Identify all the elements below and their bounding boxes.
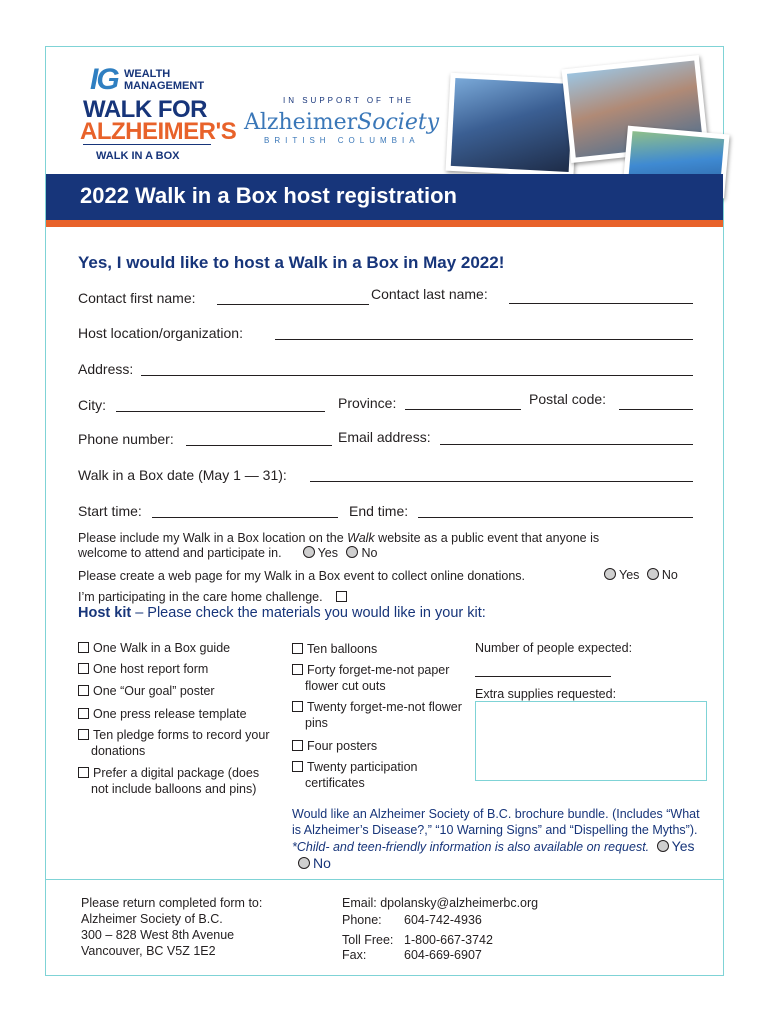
walk-date-field[interactable]	[310, 481, 693, 482]
walk-date-label: Walk in a Box date (May 1 — 31):	[78, 467, 287, 483]
start-time-label: Start time:	[78, 503, 142, 519]
web-page-yes-radio[interactable]	[604, 568, 616, 580]
web-page-no-radio[interactable]	[647, 568, 659, 580]
kit-item-flower-pins	[292, 699, 465, 731]
web-page-options	[604, 568, 678, 582]
kit-item-press-release-label: One press release template	[93, 707, 247, 721]
public-event-text-line2	[78, 546, 377, 560]
ig-logo-mark: IG	[90, 63, 118, 96]
end-time-label: End time:	[349, 503, 409, 519]
host-kit-heading	[78, 605, 486, 621]
kit-item-press-release-checkbox[interactable]	[78, 708, 89, 719]
extra-supplies-label: Extra supplies requested:	[475, 687, 617, 701]
kit-item-posters	[292, 738, 462, 754]
return-org: Alzheimer Society of B.C.	[81, 912, 223, 926]
city-field[interactable]	[116, 411, 325, 412]
in-support-text: IN SUPPORT OF THE	[283, 96, 415, 105]
kit-item-goal-poster	[78, 683, 278, 699]
web-page-no-label: No	[661, 568, 678, 582]
ig-logo	[90, 63, 118, 97]
alzheimer-society-logo	[244, 110, 439, 135]
public-event-text-pre: Please include my Walk in a Box location on the	[78, 531, 348, 545]
walkers-photo-1	[446, 73, 579, 178]
form-title: 2022 Walk in a Box host registration	[80, 183, 457, 208]
public-event-text-post: website as a public event that anyone is	[374, 531, 600, 545]
contact-phone-label: Phone:	[342, 913, 382, 927]
phone-label: Phone number:	[78, 431, 174, 447]
contact-tollfree-number: 1-800-667-3742	[404, 933, 493, 947]
kit-item-guide-checkbox[interactable]	[78, 642, 89, 653]
kit-item-paper-flowers-checkbox[interactable]	[292, 664, 303, 675]
kit-item-flower-pins-label: Twenty forget-me-not flower pins	[305, 700, 462, 730]
kit-item-goal-poster-label: One “Our goal” poster	[93, 684, 215, 698]
return-street: 300 – 828 West 8th Avenue	[81, 928, 235, 942]
british-columbia-text: BRITISH COLUMBIA	[264, 136, 420, 145]
postal-code-label: Postal code:	[529, 391, 607, 407]
host-location-field[interactable]	[275, 339, 693, 340]
walk-in-a-box-text: WALK IN A BOX	[96, 150, 180, 162]
footer-divider	[46, 879, 723, 880]
email-label: Email address:	[338, 429, 431, 445]
kit-item-certificates-checkbox[interactable]	[292, 761, 303, 772]
web-page-yes-label: Yes	[619, 568, 640, 582]
public-event-walk-italic: Walk	[347, 531, 375, 545]
contact-fax-number: 604-669-6907	[404, 948, 482, 962]
kit-item-guide-label: One Walk in a Box guide	[93, 641, 231, 655]
people-expected-field[interactable]	[475, 676, 611, 677]
walk-for-text: WALK FOR	[83, 96, 207, 123]
public-event-yes-radio[interactable]	[303, 546, 315, 558]
kit-item-guide	[78, 640, 278, 656]
host-kit-subtitle: – Please check the materials you would like in your kit:	[131, 605, 486, 621]
end-time-field[interactable]	[418, 517, 693, 518]
brochure-request	[292, 806, 712, 872]
last-name-field[interactable]	[509, 303, 693, 304]
contact-phone	[342, 912, 482, 928]
kit-item-pledge-forms-checkbox[interactable]	[78, 729, 89, 740]
kit-item-balloons	[292, 641, 462, 657]
contact-tollfree-label: Toll Free:	[342, 933, 394, 947]
kit-item-flower-pins-checkbox[interactable]	[292, 701, 303, 712]
last-name-label: Contact last name:	[371, 286, 488, 302]
address-field[interactable]	[141, 375, 693, 376]
contact-tollfree	[342, 932, 493, 948]
kit-item-pledge-forms-label: Ten pledge forms to record your donations	[91, 728, 270, 758]
care-home-text	[78, 590, 351, 604]
kit-item-report-form-label: One host report form	[93, 662, 209, 676]
kit-item-report-form	[78, 661, 278, 677]
host-location-label: Host location/organization:	[78, 325, 243, 341]
public-event-line2-text: welcome to attend and participate in.	[78, 546, 282, 560]
kit-item-paper-flowers	[292, 662, 471, 694]
society-name-part2: Society	[357, 110, 440, 135]
start-time-field[interactable]	[152, 517, 338, 518]
postal-code-field[interactable]	[619, 409, 693, 410]
kit-item-posters-label: Four posters	[307, 739, 378, 753]
public-event-yes-label: Yes	[317, 546, 338, 560]
kit-item-paper-flowers-label: Forty forget-me-not paper flower cut outs	[305, 663, 450, 693]
contact-email: Email: dpolansky@alzheimerbc.org	[342, 896, 539, 910]
brochure-no-radio[interactable]	[298, 857, 310, 869]
kit-item-certificates-label: Twenty participation certificates	[305, 760, 418, 790]
wealth-management-text	[124, 68, 204, 92]
kit-item-balloons-checkbox[interactable]	[292, 643, 303, 654]
brochure-text: Would like an Alzheimer Society of B.C. brochure bundle. (Includes “What is Alzheimer’s Disease?,” “10 Warning Signs” and “Dispelling the Myths”).	[292, 807, 700, 837]
contact-fax-label: Fax:	[342, 948, 367, 962]
province-field[interactable]	[405, 409, 521, 410]
public-event-text	[78, 531, 599, 545]
return-city: Vancouver, BC V5Z 1E2	[81, 944, 216, 958]
people-expected-label: Number of people expected:	[475, 641, 633, 655]
email-field[interactable]	[440, 444, 693, 445]
brochure-yes-radio[interactable]	[657, 840, 669, 852]
kit-item-balloons-label: Ten balloons	[307, 642, 378, 656]
brochure-yes-label: Yes	[671, 838, 695, 854]
society-name-part1: Alzheimer	[244, 110, 358, 135]
kit-item-goal-poster-checkbox[interactable]	[78, 685, 89, 696]
kit-item-digital-package	[78, 765, 276, 797]
province-label: Province:	[338, 395, 397, 411]
return-address	[81, 895, 262, 959]
contact-fax	[342, 947, 482, 963]
kit-item-digital-package-checkbox[interactable]	[78, 767, 89, 778]
brochure-no-label: No	[313, 855, 331, 871]
extra-supplies-field[interactable]	[475, 701, 707, 781]
address-label: Address:	[78, 361, 134, 377]
kit-item-certificates	[292, 759, 465, 791]
care-home-checkbox[interactable]	[336, 591, 347, 602]
return-label: Please return completed form to:	[81, 896, 263, 910]
logo-divider	[83, 144, 211, 145]
public-event-no-label: No	[361, 546, 378, 560]
first-name-field[interactable]	[217, 304, 369, 305]
brochure-italic-text: *Child- and teen-friendly information is also available on request.	[292, 840, 650, 854]
web-page-text: Please create a web page for my Walk in a Box event to collect online donations.	[78, 569, 526, 583]
host-kit-title: Host kit	[78, 605, 132, 621]
kit-item-digital-package-label: Prefer a digital package (does not include balloons and pins)	[91, 766, 260, 796]
kit-item-posters-checkbox[interactable]	[292, 740, 303, 751]
form-heading: Yes, I would like to host a Walk in a Box in May 2022!	[78, 253, 505, 272]
first-name-label: Contact first name:	[78, 290, 196, 306]
alzheimers-text: ALZHEIMER'S	[80, 118, 237, 145]
kit-item-press-release	[78, 706, 278, 722]
banner-orange-strip	[46, 220, 723, 227]
care-home-label: I’m participating in the care home challenge.	[78, 590, 323, 604]
public-event-no-radio[interactable]	[346, 546, 358, 558]
contact-phone-number: 604-742-4936	[404, 913, 482, 927]
kit-item-pledge-forms	[78, 727, 287, 759]
management-text: MANAGEMENT	[124, 80, 205, 92]
phone-field[interactable]	[186, 445, 332, 446]
wealth-text: WEALTH	[124, 68, 171, 80]
kit-item-report-form-checkbox[interactable]	[78, 663, 89, 674]
city-label: City:	[78, 397, 106, 413]
